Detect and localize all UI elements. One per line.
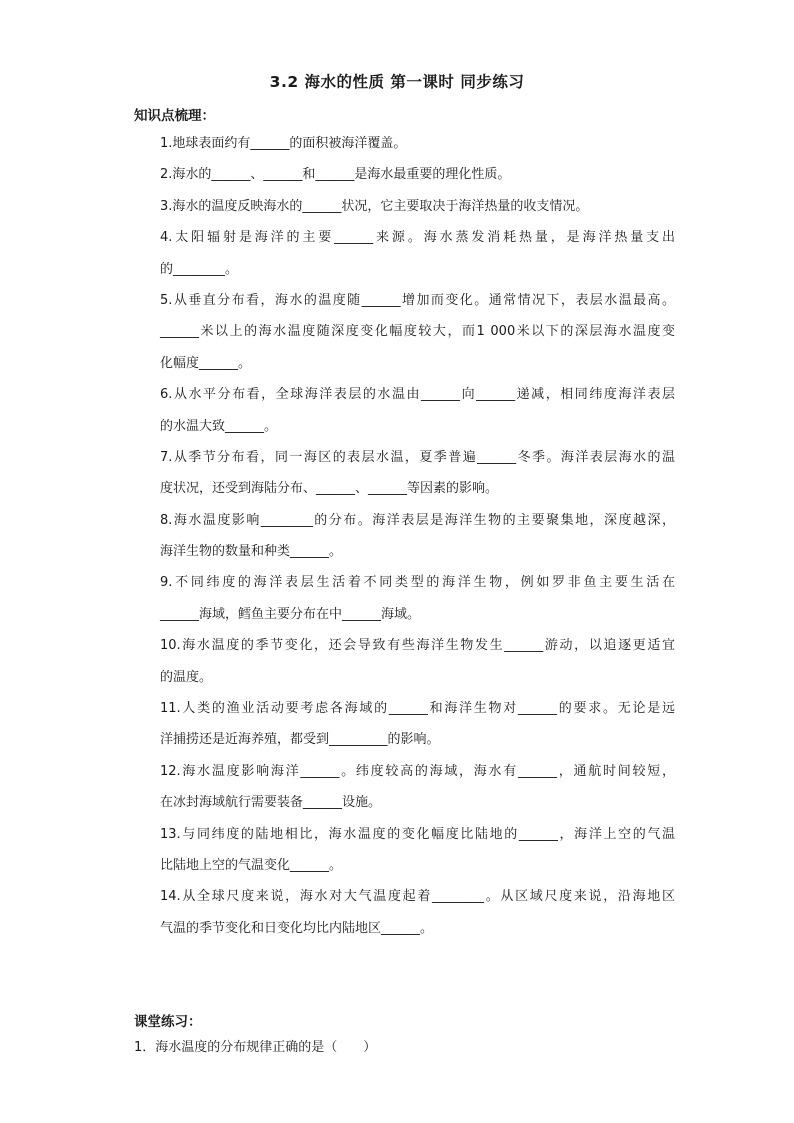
knowledge-item: [160, 701, 675, 748]
item-line: 8.海水温度影响________的分布。海洋表层是海洋生物的主要聚集地，深度越深，: [160, 512, 675, 528]
knowledge-item: [160, 513, 675, 560]
knowledge-item: [160, 387, 675, 434]
item-line: 2.海水的______、______和______是海水最重要的理化性质。: [160, 167, 511, 183]
knowledge-item: [160, 293, 675, 372]
item-line: 13.与同纬度的陆地相比，海水温度的变化幅度比陆地的______，海洋上空的气温: [160, 826, 675, 842]
item-line: 比陆地上空的气温变化______。: [160, 857, 343, 873]
item-line: 的水温大致______。: [160, 418, 278, 434]
item-line: 12.海水温度影响海洋______。纬度较高的海域，海水有______，通航时间较短，: [160, 763, 675, 779]
item-line: 在冰封海域航行需要装备______设施。: [160, 795, 382, 811]
item-line: 的温度。: [160, 669, 213, 685]
knowledge-item: [160, 638, 675, 685]
item-line: 9.不同纬度的海洋表层生活着不同类型的海洋生物，例如罗非鱼主要生活在: [160, 575, 675, 591]
practice-question-1: 1．海水温度的分布规律正确的是（ ）: [134, 1040, 377, 1055]
item-line: 6.从水平分布看，全球海洋表层的水温由______向______递减，相同纬度海洋表层: [160, 387, 675, 403]
knowledge-item: [160, 167, 675, 183]
item-line: ______米以上的海水温度随深度变化幅度较大，而1 000米以下的深层海水温度变: [160, 324, 675, 340]
item-line: 度状况，还受到海陆分布、______、______等因素的影响。: [160, 481, 499, 497]
item-line: 3.海水的温度反映海水的______状况，它主要取决于海洋热量的收支情况。: [160, 198, 589, 214]
item-line: ______海域，鳕鱼主要分布在中______海域。: [160, 606, 421, 622]
item-line: 5.从垂直分布看，海水的温度随______增加而变化。通常情况下，表层水温最高。: [160, 292, 675, 308]
item-line: 4.太阳辐射是海洋的主要______来源。海水蒸发消耗热量，是海洋热量支出: [160, 230, 675, 246]
knowledge-item: [160, 230, 675, 277]
knowledge-item: [160, 199, 675, 215]
item-line: 11.人类的渔业活动要考虑各海域的______和海洋生物对______的要求。无论是远: [160, 701, 675, 717]
knowledge-item: [160, 575, 675, 622]
item-line: 洋捕捞还是近海养殖，都受到_________的影响。: [160, 732, 440, 748]
section-heading-practice: 课堂练习：: [134, 1014, 202, 1030]
item-line: 海洋生物的数量和种类______。: [160, 544, 343, 560]
item-line: 化幅度______。: [160, 355, 252, 371]
knowledge-item: [160, 827, 675, 874]
item-line: 14.从全球尺度来说，海水对大气温度起着________。从区域尺度来说，沿海地区: [160, 889, 675, 905]
page-title: 3.2 海水的性质 第一课时 同步练习: [269, 73, 525, 91]
knowledge-item: [160, 889, 675, 936]
section-heading-knowledge: 知识点梳理：: [134, 108, 215, 124]
item-line: 7.从季节分布看，同一海区的表层水温，夏季普遍______冬季。海洋表层海水的温: [160, 449, 675, 465]
knowledge-item: [160, 764, 675, 811]
knowledge-item: [160, 450, 675, 497]
item-line: 气温的季节变化和日变化均比内陆地区______。: [160, 920, 434, 936]
item-line: 10.海水温度的季节变化，还会导致有些海洋生物发生______游动，以追逐更适宜: [160, 638, 675, 654]
knowledge-item: [160, 136, 675, 152]
item-line: 的________。: [160, 261, 239, 277]
knowledge-list: [160, 136, 675, 952]
item-line: 1.地球表面约有______的面积被海洋覆盖。: [160, 136, 407, 151]
